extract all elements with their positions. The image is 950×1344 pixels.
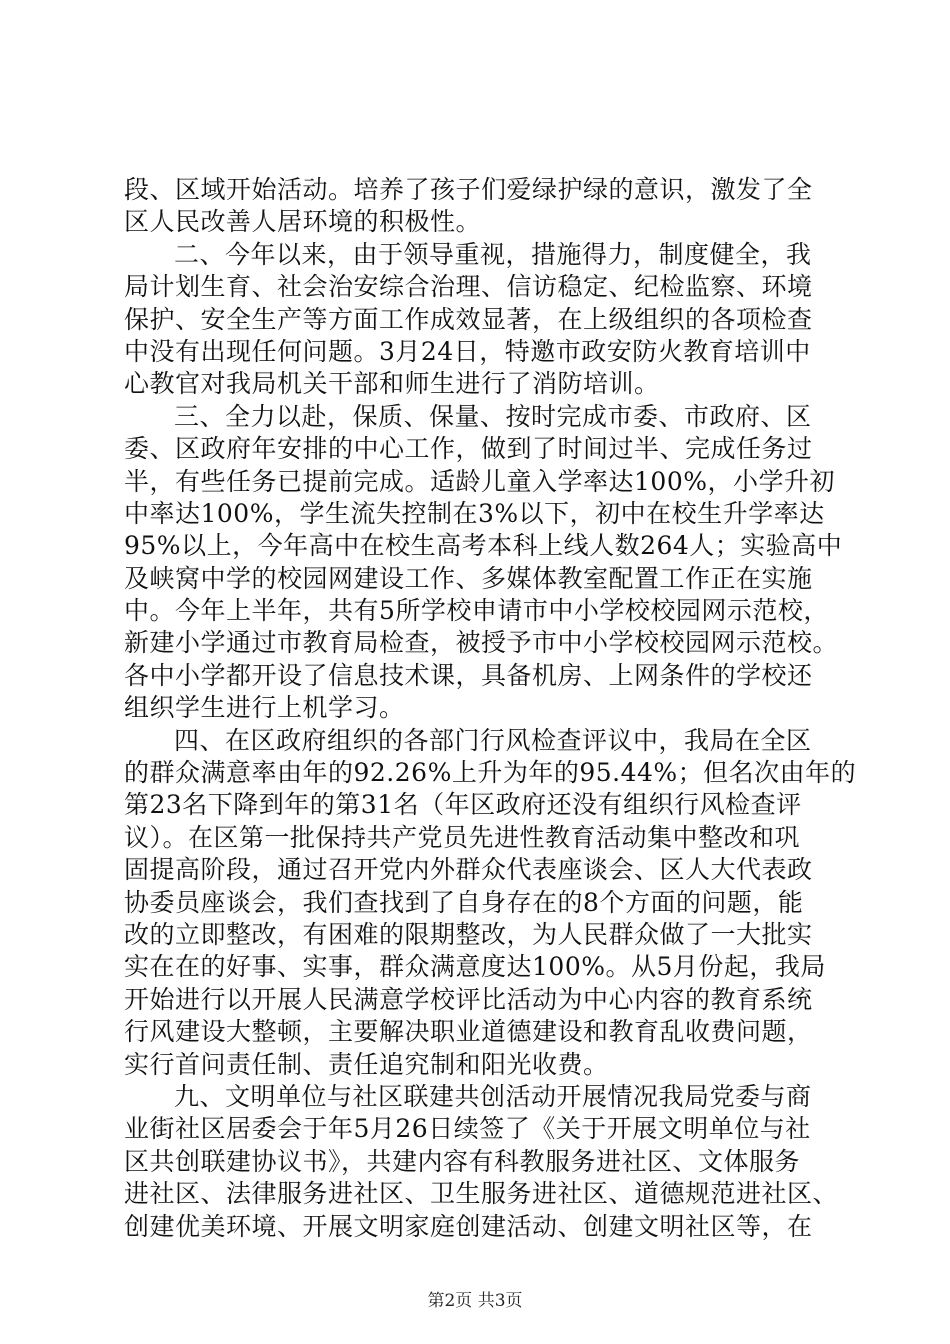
text-line: 段、区域开始活动。培养了孩子们爱绿护绿的意识，激发了全: [124, 175, 813, 204]
text-line: 中率达100%，学生流失控制在3%以下，初中在校生升学率达: [124, 498, 825, 528]
text-line: 委、区政府年安排的中心工作，做到了时间过半、完成任务过: [124, 434, 813, 464]
text-line: 中。今年上半年，共有5所学校申请市中小学校校园网示范校，: [124, 596, 829, 626]
page-number-label: 第2页 共3页: [427, 1291, 523, 1311]
text-line: 议）。在区第一批保持共产党员先进性教育活动集中整改和巩: [124, 822, 801, 852]
text-line: 各中小学都开设了信息技术课，具备机房、上网条件的学校还: [124, 660, 813, 690]
text-line: 新建小学通过市教育局检查，被授予市中小学校校园网示范校。: [124, 628, 839, 658]
text-line: 95%以上，今年高中在校生高考本科上线人数264人；实验高中: [124, 531, 843, 561]
paragraph-first-line: 三、全力以赴，保质、保量、按时完成市委、市政府、区: [174, 401, 812, 431]
text-line: 创建优美环境、开展文明家庭创建活动、创建文明社区等，在: [124, 1211, 813, 1241]
text-line: 进社区、法律服务进社区、卫生服务进社区、道德规范进社区、: [124, 1179, 839, 1209]
page-footer: [0, 1286, 950, 1311]
text-line: 改的立即整改，有困难的限期整改，为人民群众做了一大批实: [124, 919, 813, 949]
text-line: 组织学生进行上机学习。: [124, 693, 405, 723]
text-line: 保护、安全生产等方面工作成效显著，在上级组织的各项检查: [124, 304, 813, 334]
text-line: 实在在的好事、实事，群众满意度达100%。从5月份起，我局: [124, 952, 826, 982]
text-line: 行风建设大整顿，主要解决职业道德建设和教育乱收费问题，: [124, 1017, 813, 1047]
text-line: 开始进行以开展人民满意学校评比活动为中心内容的教育系统: [124, 984, 813, 1014]
text-line: 第23名下降到年的第31名（年区政府还没有组织行风检查评: [124, 790, 802, 820]
text-line: 中没有出现任何问题。3月24日，特邀市政安防火教育培训中: [124, 336, 811, 366]
text-line: 的群众满意率由年的92.26%上升为年的95.44%；但名次由年的: [124, 758, 857, 788]
text-line: 半，有些任务已提前完成。适龄儿童入学率达100%，小学升初: [124, 466, 835, 496]
text-line: 业街社区居委会于年5月26日续签了《关于开展文明单位与社: [124, 1114, 811, 1144]
text-line: 固提高阶段，通过召开党内外群众代表座谈会、区人大代表政: [124, 855, 813, 885]
paragraph-first-line: 九、文明单位与社区联建共创活动开展情况我局党委与商: [174, 1081, 812, 1111]
document-body: [124, 174, 857, 1243]
paragraph-first-line: 四、在区政府组织的各部门行风检查评议中，我局在全区: [174, 725, 812, 755]
text-line: 局计划生育、社会治安综合治理、信访稳定、纪检监察、环境: [124, 272, 813, 302]
text-line: 协委员座谈会，我们查找到了自身存在的8个方面的问题，能: [124, 887, 804, 917]
paragraph-first-line: 二、今年以来，由于领导重视，措施得力，制度健全，我: [174, 239, 812, 269]
text-line: 及峡窝中学的校园网建设工作、多媒体教室配置工作正在实施: [124, 563, 813, 593]
text-line: 实行首问责任制、责任追究制和阳光收费。: [124, 1049, 609, 1079]
text-line: 区共创联建协议书》，共建内容有科教服务进社区、文体服务: [124, 1146, 801, 1176]
text-line: 心教官对我局机关干部和师生进行了消防培训。: [124, 369, 660, 399]
text-line: 区人民改善人居环境的积极性。: [124, 207, 482, 237]
